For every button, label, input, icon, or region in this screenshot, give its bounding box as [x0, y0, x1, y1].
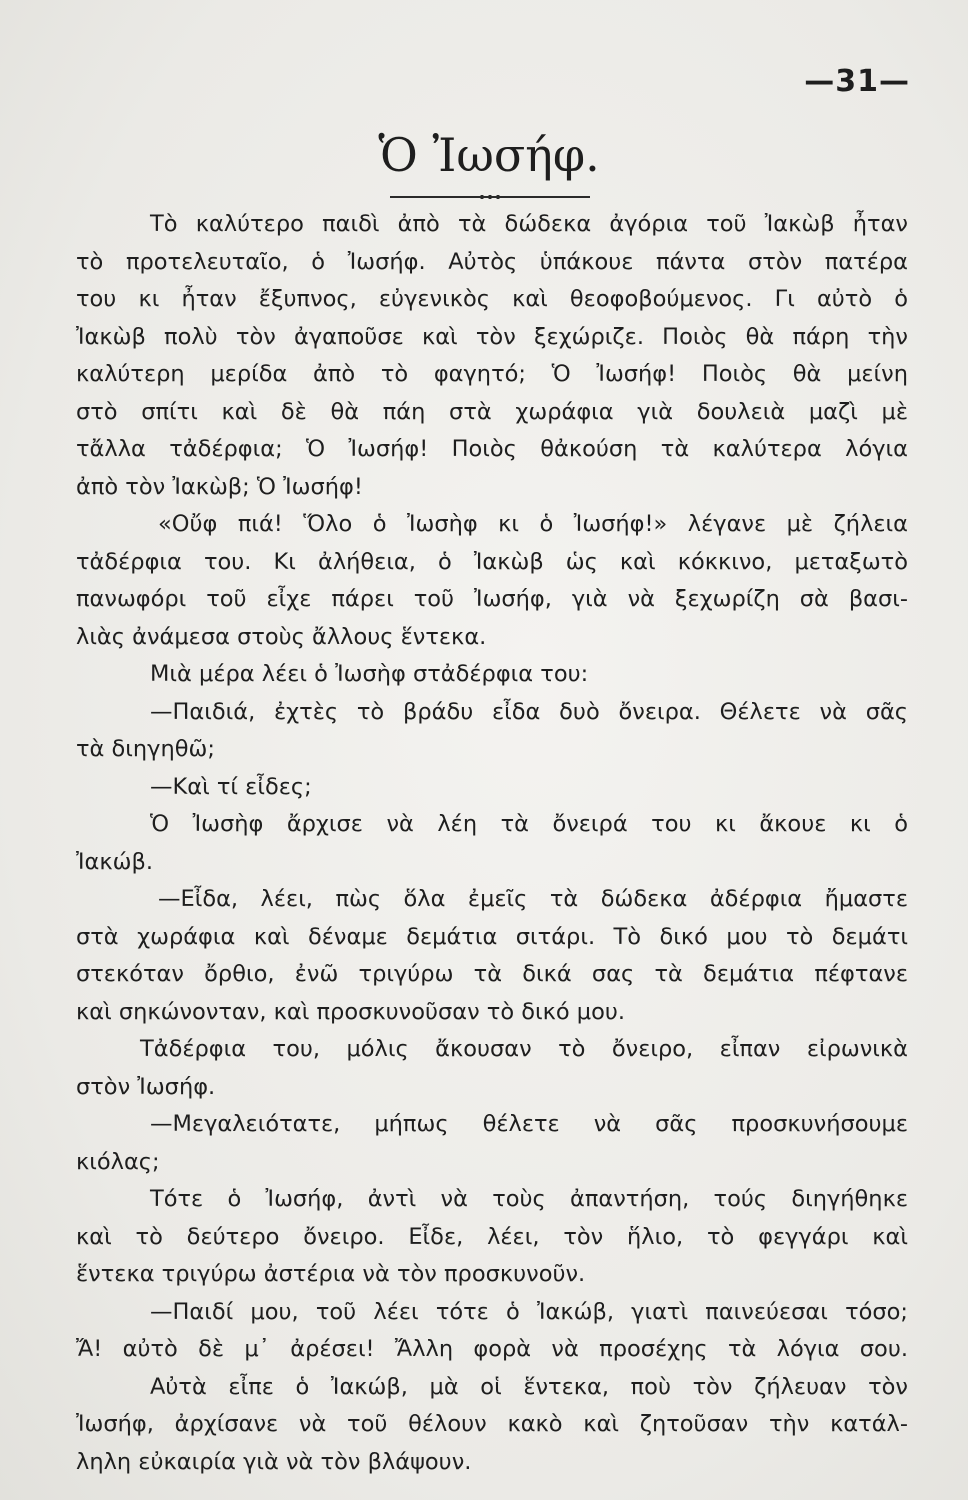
page-title: Ὁ Ἰωσήφ.: [378, 128, 600, 182]
text-line: Τἀδέρφια του, μόλις ἄκουσαν τὸ ὄνειρο, εἶπαν εἰρωνικὰ: [140, 1036, 908, 1062]
text-line: —Μεγαλειότατε, μήπως θέλετε νὰ σᾶς προσκυνήσουμε: [150, 1111, 908, 1137]
text-line: Ἰακώβ.: [76, 848, 153, 875]
text-line: τἀδέρφια του. Κι ἀλήθεια, ὁ Ἰακὼβ ὡς καὶ κόκκινο, μεταξωτὸ: [76, 548, 908, 575]
text-line: καὶ τὸ δεύτερο ὄνειρο. Εἶδε, λέει, τὸν ἥλιο, τὸ φεγγάρι καὶ: [76, 1223, 908, 1250]
text-line: καὶ σηκώνονταν, καὶ προσκυνοῦσαν τὸ δικό μου.: [76, 998, 626, 1025]
text-line: ἀπὸ τὸν Ἰακὼβ; Ὁ Ἰωσήφ!: [76, 473, 363, 500]
text-line: «Οὔφ πιά! Ὅλο ὁ Ἰωσὴφ κι ὁ Ἰωσήφ!» λέγανε μὲ ζήλεια: [158, 511, 908, 537]
title-divider: [390, 196, 590, 198]
text-line: ἕντεκα τριγύρω ἀστέρια νὰ τὸν προσκυνοῦν.: [76, 1261, 586, 1287]
text-line: —Παιδί μου, τοῦ λέει τότε ὁ Ἰακώβ, γιατὶ παινεύεσαι τόσο;: [150, 1298, 908, 1325]
text-line: πανωφόρι τοῦ εἶχε πάρει τοῦ Ἰωσήφ, γιὰ νὰ ξεχωρίζη σὰ βασι-: [76, 586, 908, 612]
text-line: Ἄ! αὐτὸ δὲ μ᾿ ἀρέσει! Ἄλλη φορὰ νὰ προσέχης τὰ λόγια σου.: [76, 1336, 908, 1362]
text-line: στεκόταν ὄρθιο, ἐνῶ τριγύρω τὰ δικά σας τὰ δεμάτια πέφτανε: [76, 961, 908, 987]
page-number: —31—: [804, 64, 910, 99]
text-line: λιὰς ἀνάμεσα στοὺς ἄλλους ἕντεκα.: [76, 623, 487, 650]
text-line: καλύτερη μερίδα ἀπὸ τὸ φαγητό; Ὁ Ἰωσήφ! Ποιὸς θὰ μείνη: [76, 361, 908, 387]
text-line: Ὁ Ἰωσὴφ ἄρχισε νὰ λέη τὰ ὄνειρά του κι ἄκουε κι ὁ: [150, 811, 908, 837]
text-line: στὰ χωράφια καὶ δέναμε δεμάτια σιτάρι. Τὸ δικό μου τὸ δεμάτι: [76, 923, 908, 950]
text-line: Αὐτὰ εἶπε ὁ Ἰακώβ, μὰ οἱ ἕντεκα, ποὺ τὸν ζήλευαν τὸν: [150, 1373, 908, 1400]
text-line: τὰ διηγηθῶ;: [76, 736, 215, 762]
text-line: Ἰωσήφ, ἀρχίσανε νὰ τοῦ θέλουν κακὸ καὶ ζητοῦσαν τὴν κατάλ-: [76, 1411, 908, 1437]
story-text: [76, 206, 908, 1481]
text-line: στὸν Ἰωσήφ.: [76, 1073, 216, 1100]
text-line: —Παιδιά, ἐχτὲς τὸ βράδυ εἶδα δυὸ ὄνειρα. Θέλετε νὰ σᾶς: [150, 698, 908, 725]
text-line: Ἰακὼβ πολὺ τὸν ἀγαποῦσε καὶ τὸν ξεχώριζε. Ποιὸς θὰ πάρη τὴν: [76, 323, 908, 350]
text-line: τὸ προτελευταῖο, ὁ Ἰωσήφ. Αὐτὸς ὑπάκουε πάντα στὸν πατέρα: [76, 248, 908, 275]
text-line: —Καὶ τί εἶδες;: [150, 773, 312, 800]
text-line: του κι ἦταν ἔξυπνος, εὐγενικὸς καὶ θεοφοβούμενος. Γι αὐτὸ ὁ: [76, 286, 908, 312]
text-line: Μιὰ μέρα λέει ὁ Ἰωσὴφ στἀδέρφια του:: [150, 661, 589, 687]
text-line: Τότε ὁ Ἰωσήφ, ἀντὶ νὰ τοὺς ἀπαντήση, τούς διηγήθηκε: [150, 1186, 908, 1212]
text-line: —Εἶδα, λέει, πὼς ὅλα ἐμεῖς τὰ δώδεκα ἀδέρφια ἤμαστε: [158, 886, 908, 912]
text-line: κιόλας;: [76, 1148, 160, 1175]
text-line: Τὸ καλύτερο παιδὶ ἀπὸ τὰ δώδεκα ἀγόρια τοῦ Ἰακὼβ ἦταν: [150, 211, 908, 237]
text-line: στὸ σπίτι καὶ δὲ θὰ πάη στὰ χωράφια γιὰ δουλειὰ μαζὶ μὲ: [76, 398, 908, 425]
text-line: τἄλλα τἀδέρφια; Ὁ Ἰωσήφ! Ποιὸς θἀκούση τὰ καλύτερα λόγια: [76, 436, 908, 462]
text-line: ληλη εὐκαιρία γιὰ νὰ τὸν βλάψουν.: [76, 1448, 472, 1475]
